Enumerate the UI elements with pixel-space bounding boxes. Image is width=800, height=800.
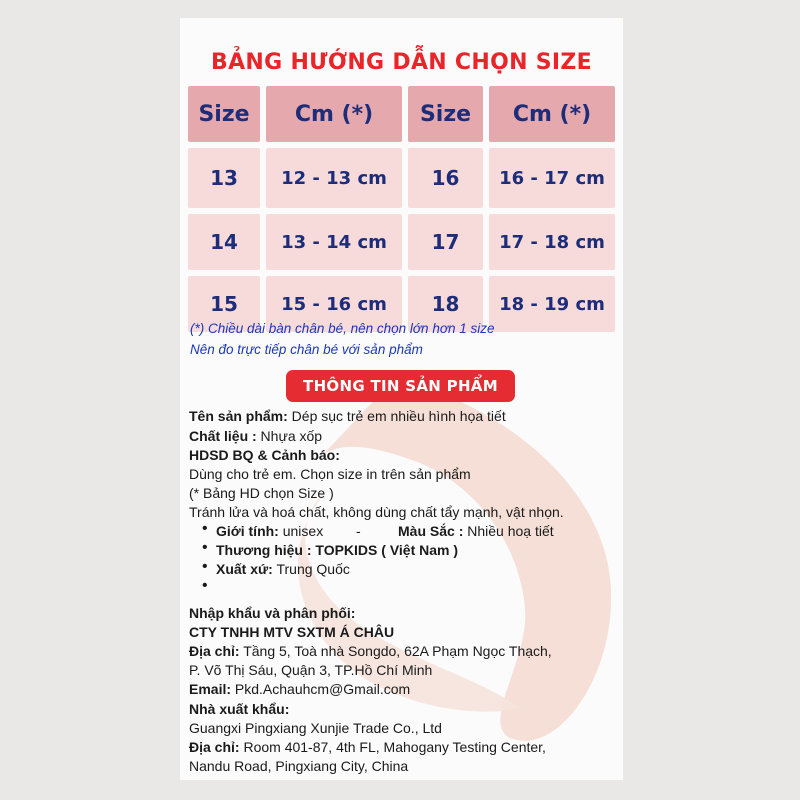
product-name-value: Dép sục trẻ em nhiều hình họa tiết <box>287 408 506 424</box>
color-line <box>398 523 554 539</box>
table-header-cm: Cm (*) <box>489 86 615 142</box>
importer-address <box>189 643 552 659</box>
exporter-address-line-2: Nandu Road, Pingxiang City, China <box>189 758 409 774</box>
bullet-icon: • <box>202 539 208 556</box>
size-table <box>188 86 615 332</box>
table-header-size: Size <box>408 86 483 142</box>
email-label: Email: <box>189 681 232 697</box>
bullet-icon: • <box>202 577 208 594</box>
importer-email <box>189 681 410 697</box>
importer-address-line-2: P. Võ Thị Sáu, Quận 3, TP.Hồ Chí Minh <box>189 662 433 678</box>
email-value: Pkd.Achauhcm@Gmail.com <box>231 681 411 697</box>
color-label: Màu Sắc : <box>398 523 464 539</box>
usage-text: (* Bảng HD chọn Size ) <box>189 485 334 501</box>
origin-line <box>216 561 350 577</box>
material-line <box>189 428 322 444</box>
table-cell-size: 13 <box>188 148 260 208</box>
bullet-icon: • <box>202 520 208 537</box>
gender-label: Giới tính: <box>216 523 279 539</box>
exporter-address-value: Room 401-87, 4th FL, Mahogany Testing Center, <box>239 739 546 755</box>
material-value: Nhựa xốp <box>256 428 323 444</box>
usage-label: HDSD BQ & Cảnh báo: <box>189 447 340 463</box>
separator-dash: - <box>356 523 361 539</box>
product-name-label: Tên sản phẩm: <box>189 408 288 424</box>
material-label: Chất liệu : <box>189 428 257 444</box>
table-header-cm: Cm (*) <box>266 86 402 142</box>
table-cell-cm: 18 - 19 cm <box>489 276 615 332</box>
table-cell-size: 17 <box>408 214 483 270</box>
importer-address-label: Địa chỉ: <box>189 643 240 659</box>
table-cell-size: 18 <box>408 276 483 332</box>
importer-company: CTY TNHH MTV SXTM Á CHÂU <box>189 624 395 640</box>
warning-text: Tránh lửa và hoá chất, không dùng chất tẩy mạnh, vật nhọn. <box>189 504 564 520</box>
size-note: (*) Chiều dài bàn chân bé, nên chọn lớn hơn 1 size <box>190 321 495 336</box>
exporter-address-label: Địa chỉ: <box>189 739 240 755</box>
bullet-icon: • <box>202 558 208 575</box>
exporter-heading: Nhà xuất khẩu: <box>189 701 290 717</box>
table-cell-cm: 12 - 13 cm <box>266 148 402 208</box>
table-cell-cm: 15 - 16 cm <box>266 276 402 332</box>
importer-address-value: Tầng 5, Toà nhà Songdo, 62A Phạm Ngọc Thạch, <box>239 643 552 659</box>
size-note: Nên đo trực tiếp chân bé với sản phẩm <box>190 342 423 357</box>
table-cell-cm: 17 - 18 cm <box>489 214 615 270</box>
table-cell-cm: 13 - 14 cm <box>266 214 402 270</box>
origin-value: Trung Quốc <box>272 561 350 577</box>
exporter-address <box>189 739 546 755</box>
size-guide-title: BẢNG HƯỚNG DẪN CHỌN SIZE <box>211 50 592 75</box>
brand-line: Thương hiệu : TOPKIDS ( Việt Nam ) <box>216 542 459 558</box>
exporter-company: Guangxi Pingxiang Xunjie Trade Co., Ltd <box>189 720 442 736</box>
gender-value: unisex <box>278 523 324 539</box>
table-header-size: Size <box>188 86 260 142</box>
product-info-heading: THÔNG TIN SẢN PHẨM <box>286 370 515 402</box>
table-cell-size: 14 <box>188 214 260 270</box>
importer-heading: Nhập khẩu và phân phối: <box>189 605 356 621</box>
origin-label: Xuất xứ: <box>216 561 273 577</box>
gender-line <box>216 523 323 539</box>
table-cell-size: 15 <box>188 276 260 332</box>
product-name-line <box>189 408 506 424</box>
usage-text: Dùng cho trẻ em. Chọn size in trên sản phẩm <box>189 466 471 482</box>
table-cell-cm: 16 - 17 cm <box>489 148 615 208</box>
color-value: Nhiều hoạ tiết <box>463 523 554 539</box>
size-guide-card <box>180 18 623 780</box>
table-cell-size: 16 <box>408 148 483 208</box>
